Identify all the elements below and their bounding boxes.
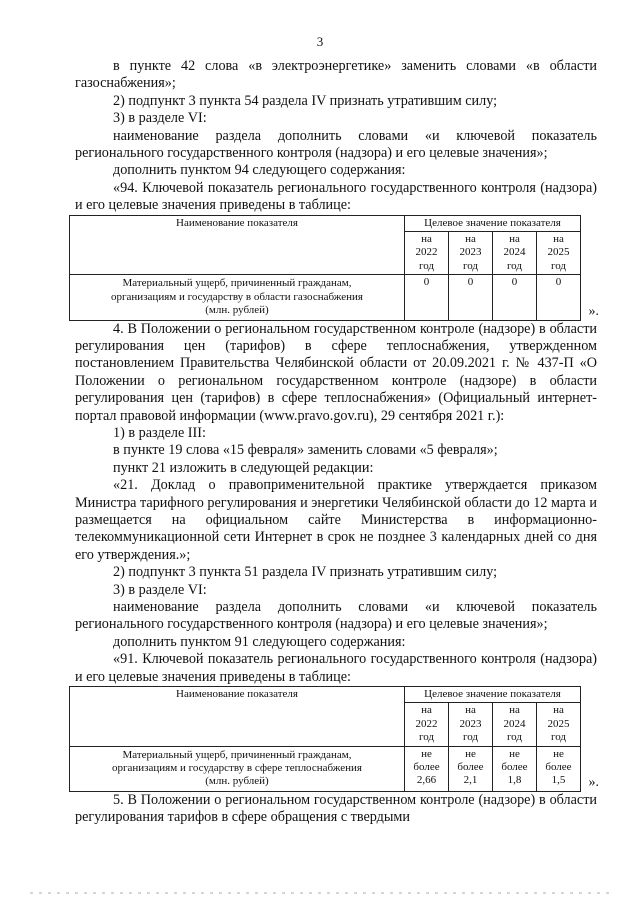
year-cell: на 2025 год bbox=[536, 703, 580, 746]
year-cell: на 2022 год bbox=[405, 703, 449, 746]
paragraph: 2) подпункт 3 пункта 51 раздела IV признать утратившим силу; bbox=[113, 564, 498, 581]
paragraph: в пункте 19 слова «15 февраля» заменить словами «5 февраля»; bbox=[113, 442, 498, 459]
paragraph: наименование раздела дополнить словами «и ключевой показатель регионального государственного контроля (надзора) и его целевые значения»; bbox=[75, 127, 597, 162]
paragraph: «94. Ключевой показатель регионального государственного контроля (надзора) и его целевые значения приведены в таблице: bbox=[75, 179, 597, 214]
paragraph: в пункте 42 слова «в электроэнергетике» заменить словами «в области газоснабжения»; bbox=[75, 58, 597, 92]
value-cell: не более 2,66 bbox=[405, 746, 449, 791]
value-cell: 0 bbox=[405, 275, 449, 320]
paragraph: дополнить пунктом 94 следующего содержания: bbox=[113, 162, 406, 179]
paragraph: 5. В Положении о региональном государственном контроле (надзоре) в области регулирования тарифов в сфере обращения с твердыми bbox=[75, 791, 597, 826]
value-cell: не более 1,5 bbox=[536, 746, 580, 791]
value-cell: 0 bbox=[536, 275, 580, 320]
paragraph: «21. Доклад о правоприменительной практике утверждается приказом Министра тарифного регулирования и энергетики Челябинской области до 12 марта и размещается на официальном сайте Министерства в информационно-телекоммуникационной сети Интернет в срок не позднее 3 календарных дней со дня его утверждения.»; bbox=[75, 477, 597, 563]
document-body bbox=[75, 58, 597, 827]
value-cell: не более 1,8 bbox=[492, 746, 536, 791]
table-1 bbox=[69, 215, 581, 321]
table-row bbox=[70, 746, 581, 791]
year-cell: на 2023 год bbox=[448, 703, 492, 746]
paragraph: 3) в разделе VI: bbox=[113, 110, 207, 127]
header-target-cell: Целевое значение показателя bbox=[405, 687, 581, 703]
indicator-name-cell: Материальный ущерб, причиненный гражданам, организациям и государству в сфере теплоснабжения (млн. рублей) bbox=[70, 746, 405, 791]
closing-quote: ». bbox=[588, 304, 599, 320]
year-cell: на 2024 год bbox=[492, 703, 536, 746]
table-row bbox=[70, 275, 581, 320]
table-header-row bbox=[70, 687, 581, 703]
table-header-row bbox=[70, 215, 581, 231]
value-cell: 0 bbox=[448, 275, 492, 320]
paragraph: «91. Ключевой показатель регионального государственного контроля (надзора) и его целевые значения приведены в таблице: bbox=[75, 651, 597, 685]
table-2 bbox=[69, 686, 581, 792]
year-cell: на 2024 год bbox=[492, 232, 536, 275]
paragraph: 3) в разделе VI: bbox=[113, 581, 207, 598]
scan-artifact-line bbox=[30, 892, 610, 894]
paragraph: дополнить пунктом 91 следующего содержания: bbox=[113, 633, 406, 650]
page-number: 3 bbox=[316, 34, 324, 49]
header-name-cell: Наименование показателя bbox=[70, 687, 405, 747]
year-cell: на 2023 год bbox=[448, 232, 492, 275]
table-2-wrapper bbox=[75, 686, 597, 792]
table-1-wrapper bbox=[75, 215, 597, 321]
value-cell: не более 2,1 bbox=[448, 746, 492, 791]
header-name-cell: Наименование показателя bbox=[70, 215, 405, 275]
paragraph: наименование раздела дополнить словами «и ключевой показатель регионального государственного контроля (надзора) и его целевые значения»; bbox=[75, 599, 597, 633]
closing-quote: ». bbox=[588, 775, 599, 791]
header-target-cell: Целевое значение показателя bbox=[405, 215, 581, 231]
indicator-name-cell: Материальный ущерб, причиненный гражданам, организациям и государству в области газоснабжения (млн. рублей) bbox=[70, 275, 405, 320]
year-cell: на 2025 год bbox=[536, 232, 580, 275]
paragraph: пункт 21 изложить в следующей редакции: bbox=[113, 459, 374, 476]
paragraph: 2) подпункт 3 пункта 54 раздела IV признать утратившим силу; bbox=[113, 92, 498, 109]
year-cell: на 2022 год bbox=[405, 232, 449, 275]
paragraph: 1) в разделе III: bbox=[113, 424, 206, 441]
value-cell: 0 bbox=[492, 275, 536, 320]
paragraph: 4. В Положении о региональном государственном контроле (надзоре) в области регулирования цен (тарифов) в сфере теплоснабжения, утвержденном постановлением Правительства Челябинской области от 20.09.2021 г. № 437-П «О Положении о региональном государственном контроле (надзоре) в области регулирования цен (тарифов) в сфере теплоснабжения» (Официальный интернет-портал правовой информации (www.pravo.gov.ru), 29 сентября 2021 г.): bbox=[75, 320, 597, 424]
